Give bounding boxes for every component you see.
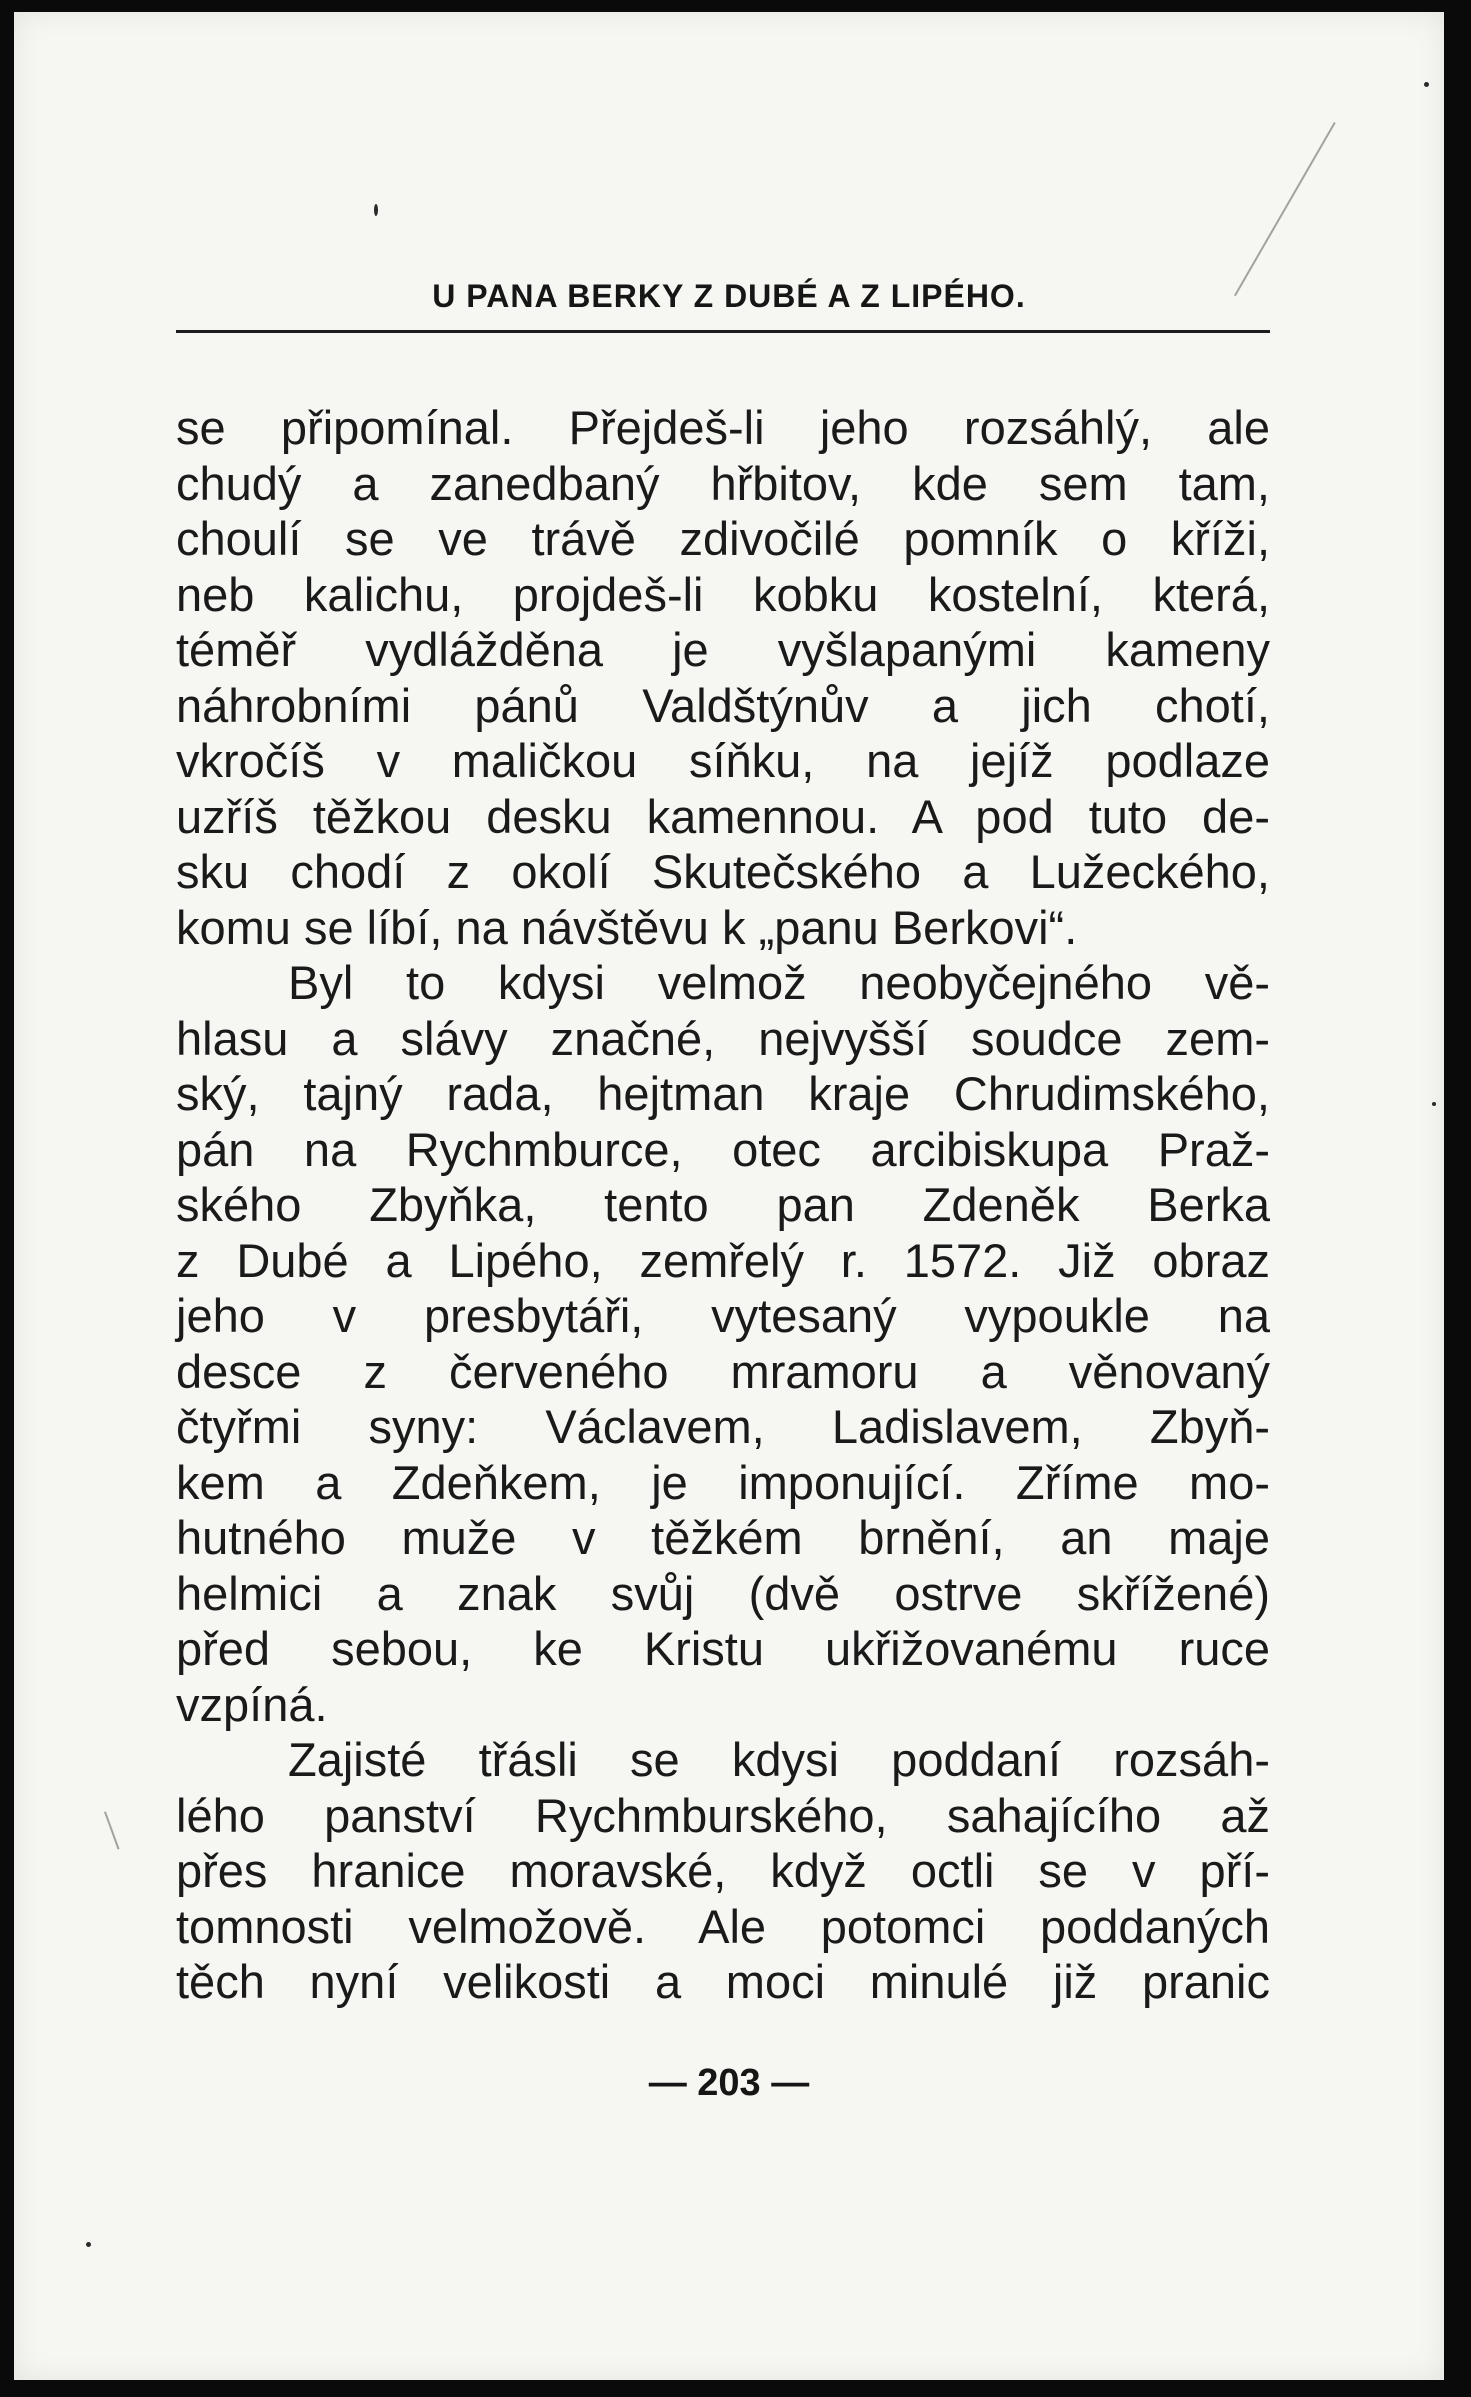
text-line: lého panství Rychmburského, sahajícího až xyxy=(176,1788,1270,1842)
header-rule xyxy=(176,330,1270,333)
text-line: helmici a znak svůj (dvě ostrve skřížené) xyxy=(176,1566,1270,1620)
text-line: Byl to kdysi velmož neobyčejného vě- xyxy=(288,956,1270,1009)
text-line: Zajisté třásli se kdysi poddaní rozsáh- xyxy=(288,1733,1270,1786)
text-line: přes hranice moravské, když octli se v pří- xyxy=(176,1844,1270,1897)
text-line: choulí se ve trávě zdivočilé pomník o kříži, xyxy=(176,512,1270,565)
text-line: komu se líbí, na návštěvu k „panu Berkovi“. xyxy=(176,900,1078,954)
text-line: se připomínal. Přejdeš-li jeho rozsáhlý, ale xyxy=(176,401,1270,454)
text-line: před sebou, ke Kristu ukřižovanému ruce xyxy=(176,1622,1270,1675)
text-line: tomnosti velmožově. Ale potomci poddaných xyxy=(176,1899,1270,1953)
text-line: hutného muže v těžkém brnění, an maje xyxy=(176,1511,1270,1564)
text-line: vkročíš v maličkou síňku, na jejíž podlaze xyxy=(176,734,1270,787)
text-line: pán na Rychmburce, otec arcibiskupa Praž- xyxy=(176,1122,1270,1176)
text-line: ského Zbyňka, tento pan Zdeněk Berka xyxy=(176,1178,1270,1231)
text-line: vzpíná. xyxy=(176,1677,328,1731)
scan-scratch xyxy=(104,1811,120,1849)
scan-scratch xyxy=(1234,122,1336,296)
text-line: ský, tajný rada, hejtman kraje Chrudimského, xyxy=(176,1067,1270,1120)
text-line: náhrobními pánů Valdštýnův a jich chotí, xyxy=(176,678,1270,732)
running-head: U PANA BERKY Z DUBÉ A Z LIPÉHO. xyxy=(432,278,1026,314)
text-line: čtyřmi syny: Václavem, Ladislavem, Zbyň- xyxy=(176,1400,1270,1453)
scan-speck xyxy=(374,204,378,216)
text-line: kem a Zdeňkem, je imponující. Zříme mo- xyxy=(176,1455,1270,1509)
text-line: sku chodí z okolí Skutečského a Lužeckého, xyxy=(176,845,1270,898)
scan-speck xyxy=(1432,1102,1436,1106)
text-line: hlasu a slávy značné, nejvyšší soudce zem- xyxy=(176,1011,1270,1065)
text-line: těch nyní velikosti a moci minulé již pranic xyxy=(176,1955,1270,2008)
body-text xyxy=(176,400,1270,2010)
scan-speck xyxy=(86,2242,91,2247)
page-number: — 203 — xyxy=(648,2062,810,2104)
text-line: jeho v presbytáři, vytesaný vypoukle na xyxy=(176,1289,1270,1342)
text-line: chudý a zanedbaný hřbitov, kde sem tam, xyxy=(176,456,1270,510)
text-line: z Dubé a Lipého, zemřelý r. 1572. Již obraz xyxy=(176,1233,1270,1287)
text-line: uzříš těžkou desku kamennou. A pod tuto de- xyxy=(176,789,1270,843)
text-line: neb kalichu, projdeš-li kobku kostelní, která, xyxy=(176,567,1270,621)
scan-speck xyxy=(1424,82,1429,87)
book-page xyxy=(14,12,1444,2380)
text-line: téměř vydlážděna je vyšlapanými kameny xyxy=(176,623,1270,676)
text-line: desce z červeného mramoru a věnovaný xyxy=(176,1344,1270,1398)
